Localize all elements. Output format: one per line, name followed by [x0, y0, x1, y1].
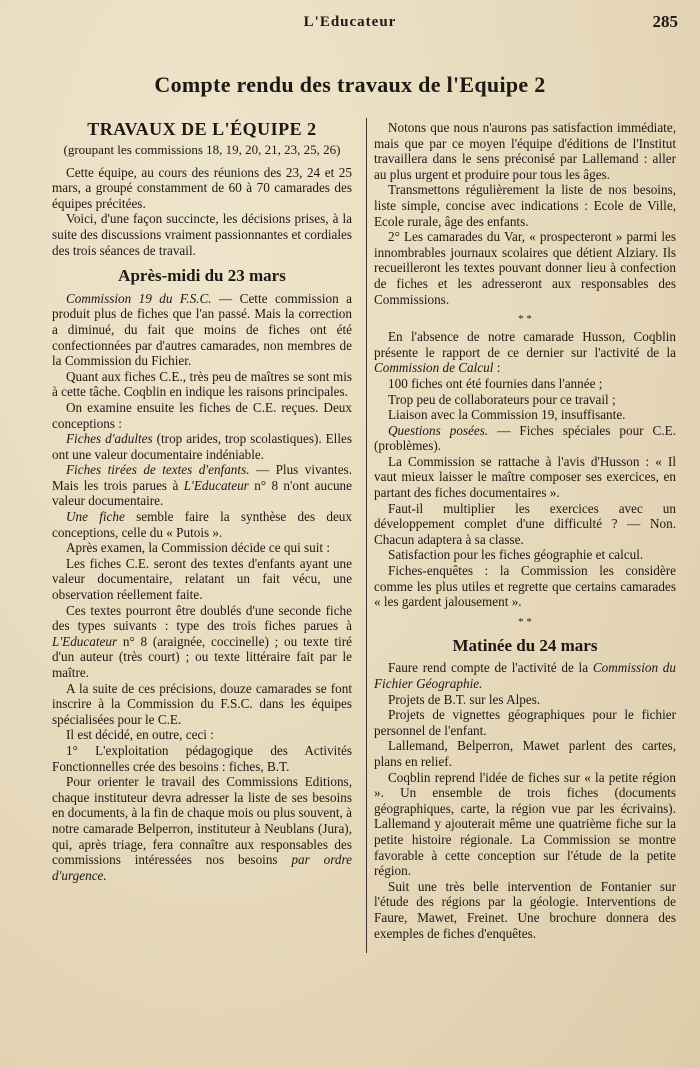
paragraph: Après examen, la Commission décide ce qui suit : [66, 540, 331, 556]
paragraph [52, 431, 352, 462]
paragraph-text: Faure rend compte de l'activité de la [388, 660, 593, 676]
paragraph-text: n° 8 n'ont aucune valeur documentaire. [52, 477, 352, 509]
paragraph: La Commission se rattache à l'avis d'Husson : « Il vaut mieux laisser le maître composer ses exercices, en partant des fiches documentaires ». [374, 453, 676, 501]
paragraph: A la suite de ces précisions, douze camarades se font inscrire à la Commission du F.S.C. dans les équipes spécialisées pour le C.E. [52, 680, 352, 727]
paragraph-lead: Questions posées. [388, 422, 489, 438]
column-divider [366, 118, 367, 953]
right-column [374, 120, 676, 941]
team-heading: TRAVAUX DE L'ÉQUIPE 2 [87, 119, 317, 139]
paragraph [52, 509, 352, 540]
article-title: Compte rendu des travaux de l'Equipe 2 [154, 72, 546, 97]
paragraph-lead: Fiches tirées de textes d'enfants. [66, 462, 250, 478]
paragraph [52, 291, 352, 369]
paragraph [52, 603, 352, 681]
paragraph-text: Ces textes pourront être doublés d'une seconde fiche des types suivants : type des trois fiches parues à [52, 602, 352, 634]
paragraph: Liaison avec la Commission 19, insuffisante. [388, 407, 626, 423]
emphasis: Commission de Calcul [374, 360, 494, 376]
section-separator: * * [518, 615, 532, 628]
emphasis: Commission du Fichier Géographie. [374, 660, 676, 691]
paragraph-text: (trop arides, trop scolastiques). Elles ont une valeur documentaire indéniable. [52, 431, 352, 462]
paragraph-lead: Fiches d'adultes [66, 431, 153, 447]
paragraph-text: semble faire la synthèse des deux conceptions, celle du « Putois ». [52, 509, 352, 540]
paragraph-text: — Plus vivantes. Mais les trois parues à [52, 462, 352, 493]
paragraph: 2° Les camarades du Var, « prospecteront » parmi les innombrables journaux scolaires que détient Alziary. Ils recueilleront les textes pouvant donner lieu à confection de fiches et les adresseront aux responsables des Commissions. [374, 229, 676, 307]
paragraph: Fiches-enquêtes : la Commission les considère comme les plus utiles et regrette que certains camarades « les gardent jalousement ». [374, 563, 676, 610]
paragraph: Les fiches C.E. seront des textes d'enfants ayant une valeur documentaire, relatant un fait vécu, une observation réellement faite. [52, 555, 352, 603]
emphasis: par ordre d'urgence. [52, 852, 352, 883]
section-heading: Après-midi du 23 mars [118, 266, 286, 286]
paragraph: Quant aux fiches C.E., très peu de maîtres se sont mis à cette tâche. Coqblin en indique les raisons principales. [52, 368, 352, 400]
group-note: (groupant les commissions 18, 19, 20, 21, 23, 25, 26) [63, 141, 341, 157]
paragraph [52, 462, 352, 509]
paragraph: Suit une très belle intervention de Fontanier sur l'étude des régions par la géologie. Interventions de Faure, Mawet, Freinet. Une brochure donnera des exemples de fiches d'enquêtes. [374, 878, 676, 941]
paragraph [374, 423, 676, 454]
paragraph [52, 774, 352, 883]
paragraph: 100 fiches ont été fournies dans l'année ; [388, 375, 603, 391]
paragraph: Il est décidé, en outre, ceci : [66, 727, 214, 743]
paragraph: Lallemand, Belperron, Mawet parlent des cartes, plans en relief. [374, 738, 676, 769]
paragraph [374, 660, 676, 691]
paragraph-text: n° 8 (araignée, coccinelle) ; ou texte tiré d'un auteur (très court) ; ou texte littéraire fait par le maître. [52, 633, 352, 680]
paragraph: Projets de vignettes géographiques pour le fichier personnel de l'enfant. [374, 707, 676, 738]
paragraph: Voici, d'une façon succincte, les décisions prises, à la suite des discussions vraiment passionnantes et cordiales des trois séances de travail. [52, 211, 352, 258]
section-heading: Matinée du 24 mars [452, 635, 598, 655]
section-separator: * * [518, 313, 532, 326]
paragraph-text: En l'absence de notre camarade Husson, Coqblin présente le rapport de ce dernier sur l'activité de la [374, 329, 676, 360]
paragraph: On examine ensuite les fiches de C.E. reçues. Deux conceptions : [52, 399, 352, 431]
page-header [0, 10, 700, 36]
paragraph: Coqblin reprend l'idée de fiches sur « la petite région ». Un ensemble de trois fiches (documents géographiques, carte, la région vue par les écrivains). Lallemand y ajouterait même une quatrième fiche sur la petite histoire régionale. La Commission se montre favorable à cette conception sur l'étude de la petite région. [374, 769, 676, 879]
paragraph-text: : [493, 360, 501, 376]
paragraph: Transmettons régulièrement la liste de nos besoins, liste simple, concise avec indications : Ecole de Ville, Ecole rurale, âge des enfants. [374, 182, 676, 229]
paragraph-lead: Une fiche [66, 509, 125, 525]
paragraph: Projets de B.T. sur les Alpes. [388, 691, 541, 707]
paragraph-text: Pour orienter le travail des Commissions Editions, chaque instituteur devra adresser la liste de ses besoins en documents, à la fin de chaque mois ou plus souvent, à notre camarade Belperron, instituteur à Neublans (Jura), qui, après triage, fera connaître aux responsables des commissions intéressées nos besoins [52, 774, 352, 868]
paragraph: Cette équipe, au cours des réunions des 23, 24 et 25 mars, a groupé constamment de 60 à 70 camarades des équipes précitées. [52, 164, 352, 211]
paragraph: Notons que nous n'aurons pas satisfaction immédiate, mais que par ce moyen l'équipe d'éditions de l'Institut travaillera dans le sens préconisé par Lallemand : aller au plus urgent et produire pour tous les âges. [374, 120, 676, 182]
journal-name: L'Educateur [303, 14, 397, 30]
paragraph-text: — Cette commission a produit plus de fiches que l'an passé. Mais la correction a diminué, du fait que moins de fiches ont été confectionnées par d'autres camarades, non membres de la Commission du Fichier. [52, 290, 352, 369]
paragraph-lead: Commission 19 du F.S.C. [66, 290, 212, 306]
paragraph: Faut-il multiplier les exercices avec un développement complet d'une difficulté ? — Non. Chacun adaptera à sa classe. [374, 500, 676, 547]
paragraph: Satisfaction pour les fiches géographie et calcul. [388, 547, 644, 563]
journal-ref: L'Educateur [183, 477, 249, 493]
paragraph [374, 329, 676, 376]
paragraph-text: — Fiches spéciales pour C.E. (problèmes). [374, 422, 676, 454]
paragraph: 1° L'exploitation pédagogique des Activités Fonctionnelles crée des besoins : fiches, B.T. [52, 742, 352, 774]
journal-ref: L'Educateur [52, 633, 118, 649]
page-number: 285 [652, 12, 678, 31]
paragraph: Trop peu de collaborateurs pour ce travail ; [388, 391, 616, 407]
left-column [52, 120, 352, 883]
